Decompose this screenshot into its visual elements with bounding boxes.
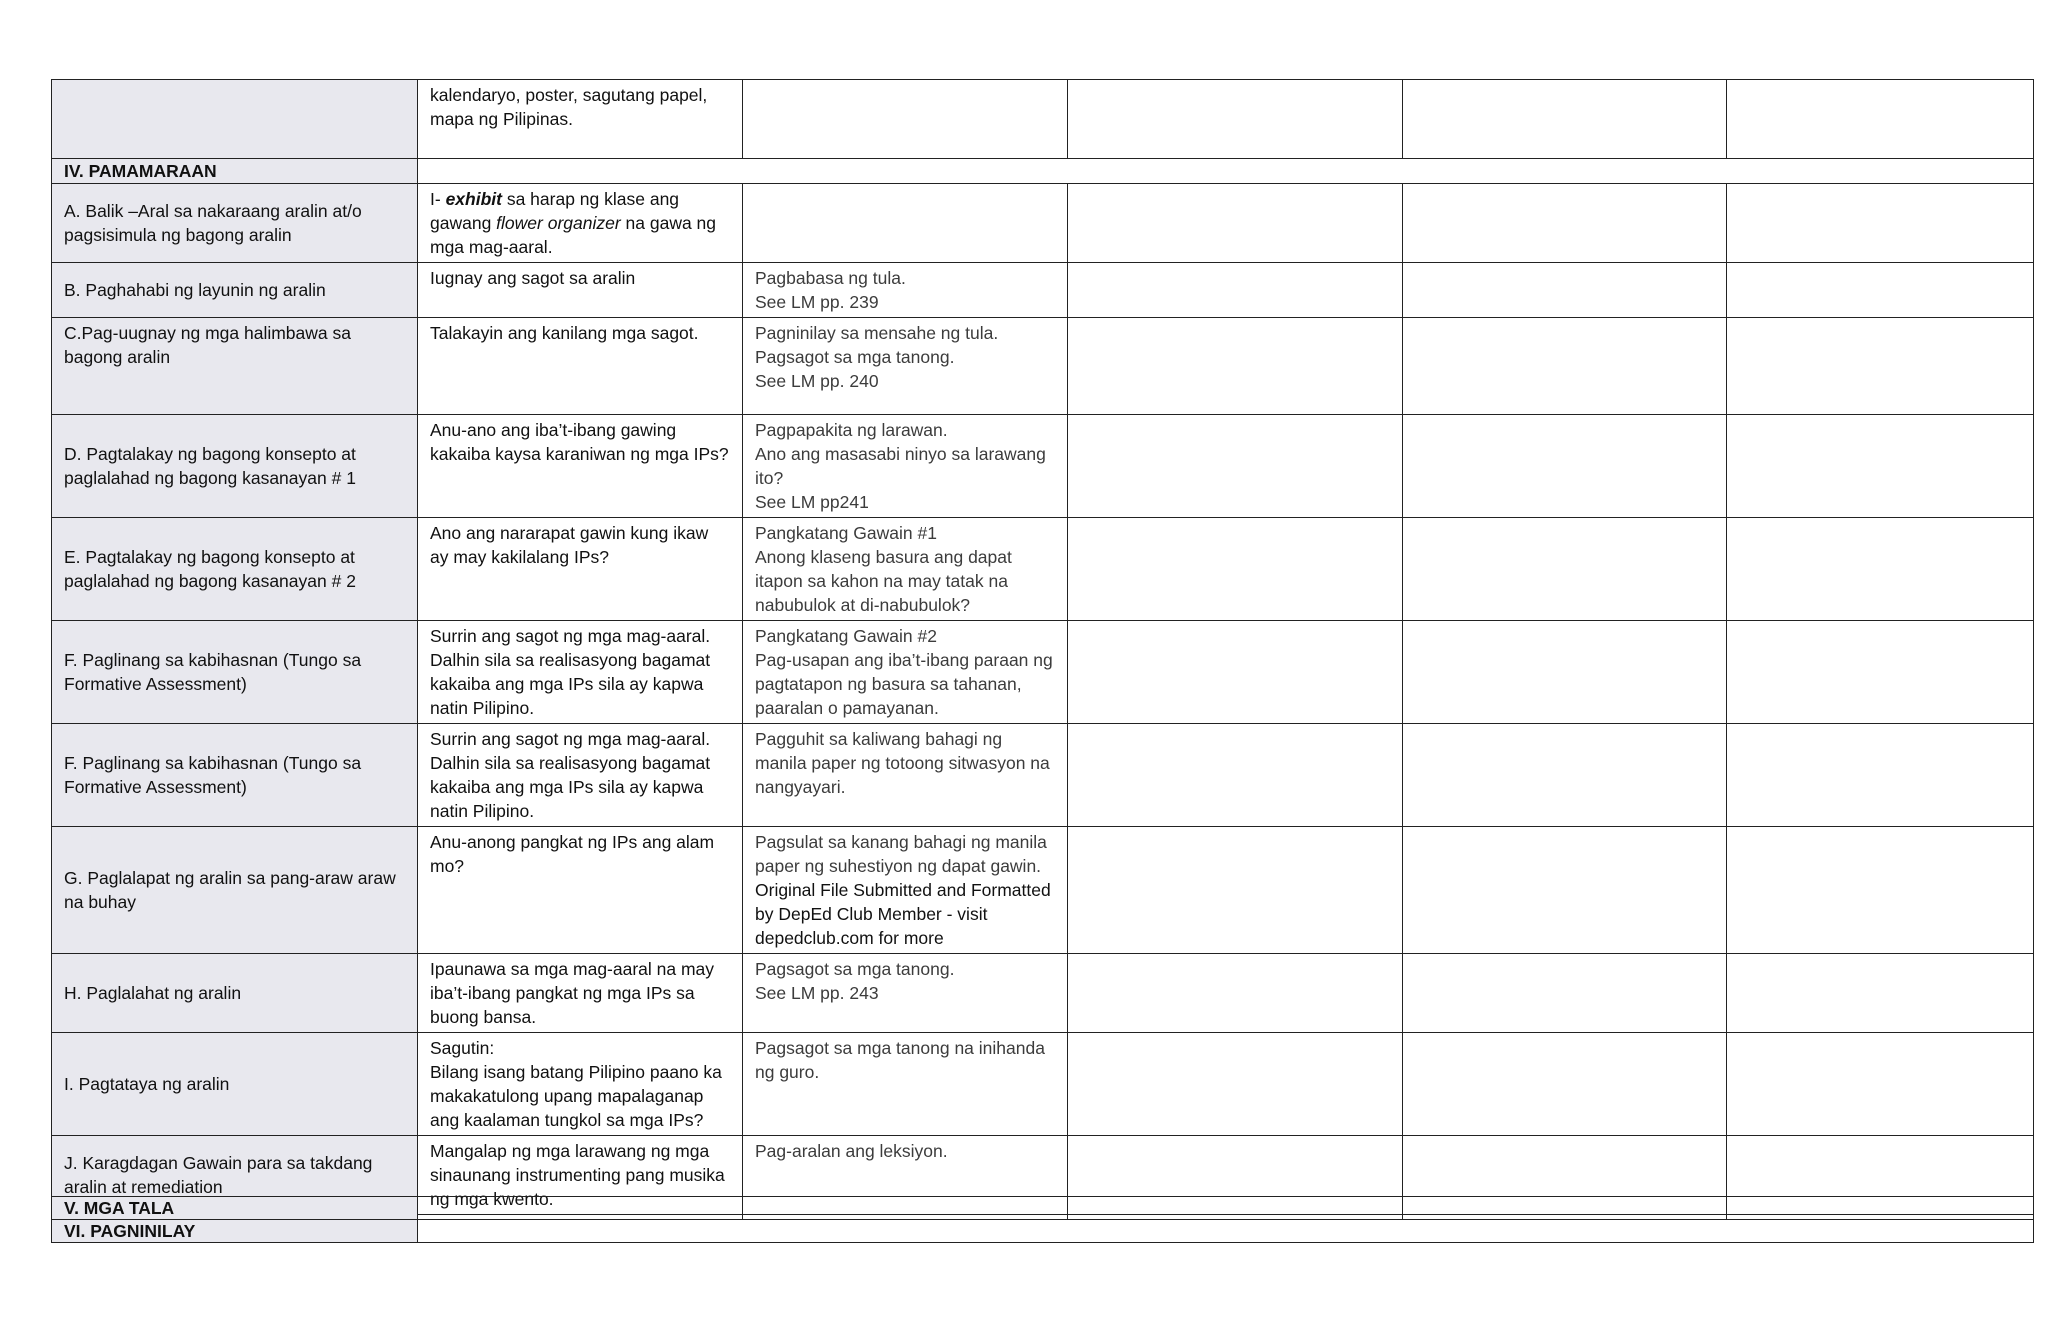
materials-label-cell	[52, 80, 418, 159]
lesson-plan-table	[51, 79, 2034, 1215]
row-student-activity: Pangkatang Gawain #1 Anong klaseng basura ang dapat itapon sa kahon na may tatak na nabubulok at di-nabubulok?	[743, 518, 1068, 621]
section-iv-title: IV. PAMAMARAAN	[52, 159, 418, 184]
row-label: F. Paglinang sa kabihasnan (Tungo sa Formative Assessment)	[52, 724, 418, 827]
row-student-activity: Pagsulat sa kanang bahagi ng manila paper ng suhestiyon ng dapat gawin. Original File Submitted and Formatted by DepEd Club Member - visit depedclub.com for more	[743, 827, 1068, 954]
row-activity: Iugnay ang sagot sa aralin	[418, 263, 743, 318]
row-student-activity: Pangkatang Gawain #2 Pag-usapan ang iba’t-ibang paraan ng pagtatapon ng basura sa tahanan, paaralan o pamayanan.	[743, 621, 1068, 724]
row-student-activity: Pagsagot sa mga tanong. See LM pp. 243	[743, 954, 1068, 1033]
row-label: J. Karagdagan Gawain para sa takdang aralin at remediation	[52, 1136, 418, 1215]
section-iv-row	[52, 159, 2034, 184]
section-vi-title: VI. PAGNINILAY	[52, 1220, 418, 1243]
table-row	[52, 318, 2034, 415]
row-label: I. Pagtataya ng aralin	[52, 1033, 418, 1136]
row-label: F. Paglinang sa kabihasnan (Tungo sa Formative Assessment)	[52, 621, 418, 724]
materials-cell: kalendaryo, poster, sagutang papel, mapa ng Pilipinas.	[418, 80, 743, 159]
row-student-activity: Pagguhit sa kaliwang bahagi ng manila paper ng totoong sitwasyon na nangyayari.	[743, 724, 1068, 827]
section-v-title: V. MGA TALA	[52, 1197, 418, 1220]
table-row	[52, 621, 2034, 724]
row-activity: Ano ang nararapat gawin kung ikaw ay may kakilalang IPs?	[418, 518, 743, 621]
table-row	[52, 954, 2034, 1033]
row-student-activity: Pagpapakita ng larawan. Ano ang masasabi ninyo sa larawang ito? See LM pp241	[743, 415, 1068, 518]
row-label: A. Balik –Aral sa nakaraang aralin at/o pagsisimula ng bagong aralin	[52, 184, 418, 263]
row-label: E. Pagtalakay ng bagong konsepto at paglalahad ng bagong kasanayan # 2	[52, 518, 418, 621]
table-row	[52, 1033, 2034, 1136]
table-row	[52, 724, 2034, 827]
row-activity: Surrin ang sagot ng mga mag-aaral. Dalhin sila sa realisasyong bagamat kakaiba ang mga IPs sila ay kapwa natin Pilipino.	[418, 724, 743, 827]
table-row	[52, 184, 2034, 263]
materials-row	[52, 80, 2034, 159]
row-label: B. Paghahabi ng layunin ng aralin	[52, 263, 418, 318]
row-student-activity: Pagbabasa ng tula. See LM pp. 239	[743, 263, 1068, 318]
row-activity: Surrin ang sagot ng mga mag-aaral. Dalhin sila sa realisasyong bagamat kakaiba ang mga IPs sila ay kapwa natin Pilipino.	[418, 621, 743, 724]
table-row	[52, 518, 2034, 621]
row-label: H. Paglalahat ng aralin	[52, 954, 418, 1033]
depedclub-note: Original File Submitted and Formatted by DepEd Club Member - visit depedclub.com for more	[755, 880, 1051, 948]
table-row	[52, 827, 2034, 954]
row-activity: Ipaunawa sa mga mag-aaral na may iba’t-ibang pangkat ng mga IPs sa buong bansa.	[418, 954, 743, 1033]
row-activity: Anu-ano ang iba’t-ibang gawing kakaiba kaysa karaniwan ng mga IPs?	[418, 415, 743, 518]
row-label: G. Paglalapat ng aralin sa pang-araw araw na buhay	[52, 827, 418, 954]
table-row	[52, 415, 2034, 518]
row-student-activity: Pagsagot sa mga tanong na inihanda ng guro.	[743, 1033, 1068, 1136]
reflection-row	[52, 1220, 2034, 1243]
table-row	[52, 263, 2034, 318]
row-student-activity: Pagninilay sa mensahe ng tula. Pagsagot sa mga tanong. See LM pp. 240	[743, 318, 1068, 415]
row-activity: Talakayin ang kanilang mga sagot.	[418, 318, 743, 415]
row-label: D. Pagtalakay ng bagong konsepto at paglalahad ng bagong kasanayan # 1	[52, 415, 418, 518]
row-activity: Anu-anong pangkat ng IPs ang alam mo?	[418, 827, 743, 954]
row-label: C.Pag-uugnay ng mga halimbawa sa bagong aralin	[52, 318, 418, 415]
row-activity: Sagutin: Bilang isang batang Pilipino paano ka makakatulong upang mapalaganap ang kaalaman tungkol sa mga IPs?	[418, 1033, 743, 1136]
row-student-activity: Pag-aralan ang leksiyon.	[743, 1136, 1068, 1215]
notes-reflection-table	[51, 1196, 2034, 1243]
row-activity: I- exhibit sa harap ng klase ang gawang flower organizer na gawa ng mga mag-aaral.	[418, 184, 743, 263]
notes-row	[52, 1197, 2034, 1220]
row-activity: Mangalap ng mga larawang ng mga sinaunang instrumenting pang musika ng mga kwento.	[418, 1136, 743, 1215]
